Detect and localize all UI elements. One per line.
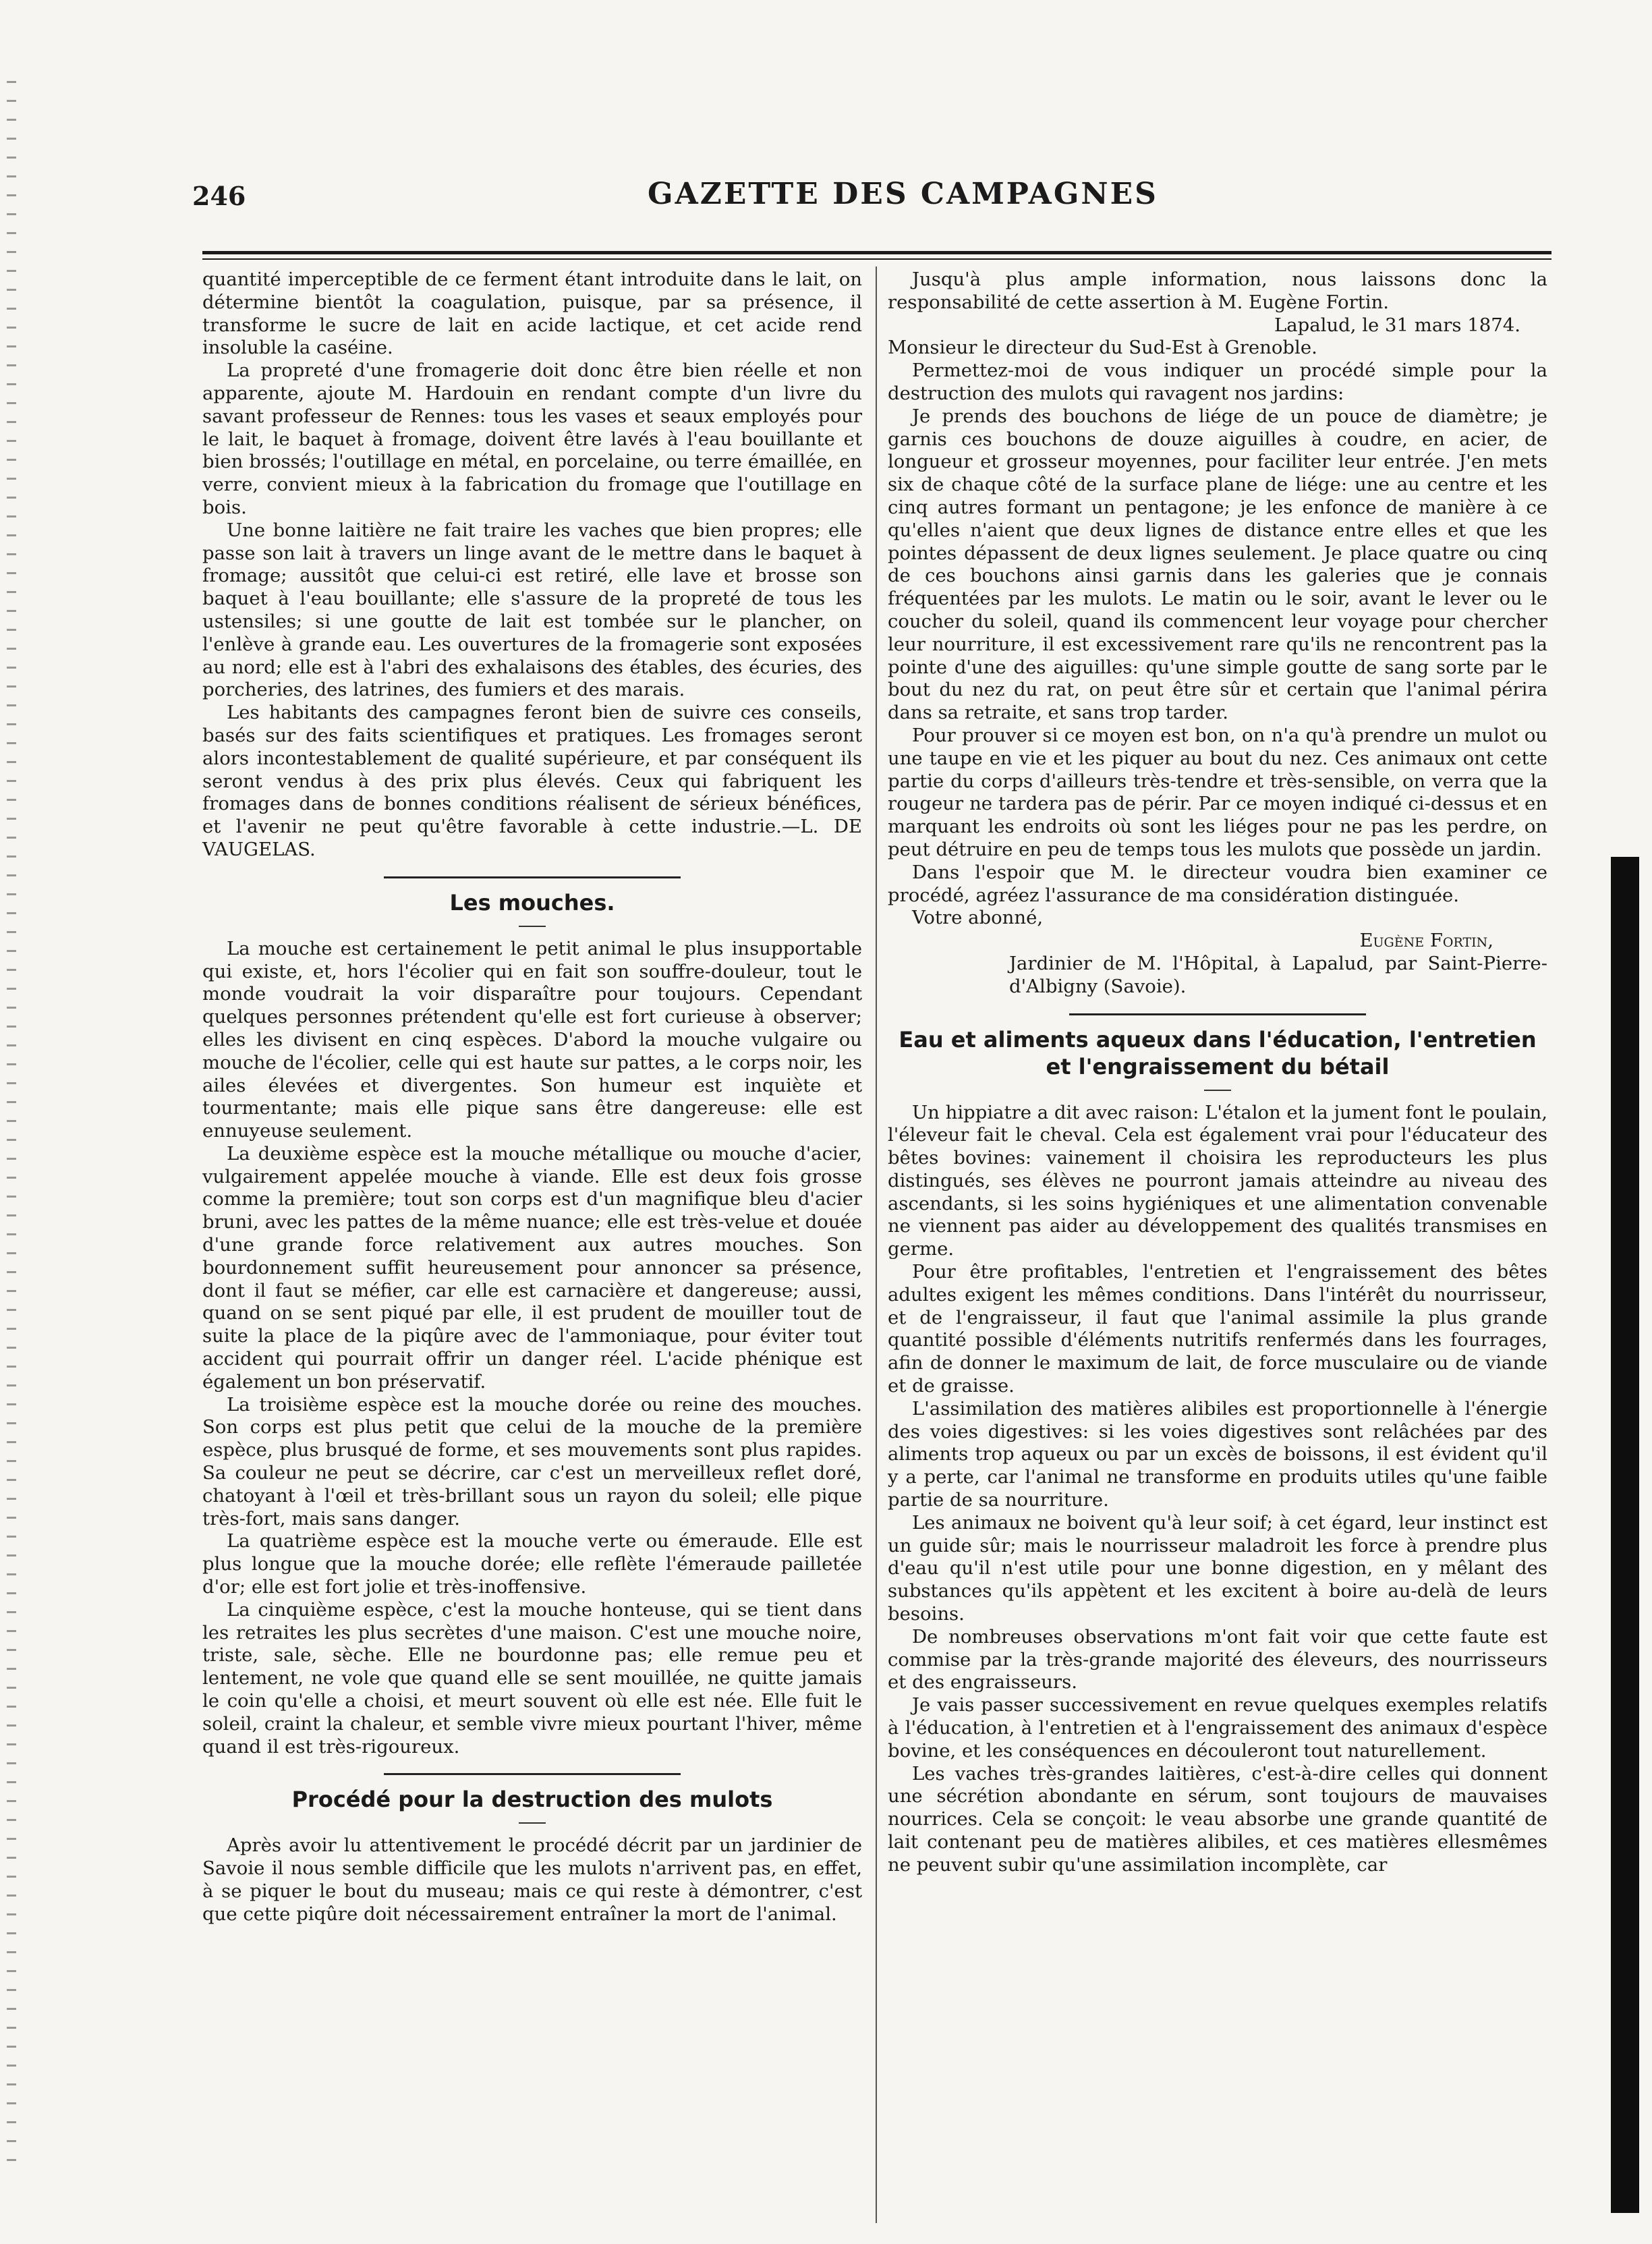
article-paragraph: Une bonne laitière ne fait traire les vaches que bien propres; elle passe son lait à travers un linge avant de le mettre dans le baquet à fromage; aussitôt que celui-ci est retiré, elle lave et brosse son baquet à l'eau bouillante; elle s'assure de la propreté de tous les ustensiles; si une goutte de lait est tombée sur le plancher, on l'enlève à grande eau. Les ouvertures de la fromagerie sont exposées au nord; elle est à l'abri des exhalaisons des étables, des écuries, des porcheries, des latrines, des fumiers et des marais. bbox=[202, 519, 862, 701]
header-rule-thick bbox=[202, 251, 1551, 254]
article-paragraph: La mouche est certainement le petit animal le plus insupportable qui existe, et, hors l'écolier qui en fait son souffre-douleur, tout le monde voudrait la voir disparaître pour toujours. Cependant quelques personnes prétendent qu'elle est fort curieuse à observer; elles les divisent en cinq espèces. D'abord la mouche vulgaire ou mouche de l'écolier, celle qui est haute sur pattes, a le corps noir, les ailes élevées et divergentes. Son humeur est inquiète et tourmentante; mais elle pique sans être dangereuse: elle est ennuyeuse seulement. bbox=[202, 937, 862, 1142]
letter-salutation: Monsieur le directeur du Sud-Est à Grenoble. bbox=[888, 337, 1317, 359]
article-paragraph: Dans l'espoir que M. le directeur voudra bien examiner ce procédé, agréez l'assurance de ma considération distinguée. bbox=[888, 861, 1547, 906]
left-column bbox=[202, 269, 862, 1926]
section-title-mouches: Les mouches. bbox=[449, 889, 615, 916]
article-paragraph: Pour prouver si ce moyen est bon, on n'a qu'à prendre un mulot ou une taupe en vie et les piquer au bout du nez. Ces animaux ont cette partie du corps d'ailleurs très-tendre et très-sensible, on verra que la rougeur ne tardera pas de périr. Par ce moyen indiqué ci-dessus et en marquant les endroits où sont les liéges pour ne pas les perdre, on peut détruire en peu de temps tous les mulots que possède un jardin. bbox=[888, 724, 1547, 860]
title-underline bbox=[1204, 1090, 1231, 1091]
article-paragraph: La deuxième espèce est la mouche métallique ou mouche d'acier, vulgairement appelée mouche à viande. Elle est deux fois grosse comme la première; tout son corps est d'un magnifique bleu d'acier bruni, avec les pattes de la même nuance; elle est très-velue et douée d'une grande force relativement aux autres mouches. Son bourdonnement suffit heureusement pour annoncer sa présence, dont il faut se méfier, car elle est carnacière et dangereuse; aussi, quand on se sent piqué par elle, il est prudent de mouiller tout de suite la place de la piqûre avec de l'ammoniaque, pour éviter tout accident qui pourrait offrir un danger réel. L'acide phénique est également un bon préservatif. bbox=[202, 1142, 862, 1393]
column-divider bbox=[876, 267, 877, 2223]
section-rule bbox=[384, 1773, 681, 1775]
article-paragraph: La troisième espèce est la mouche dorée ou reine des mouches. Son corps est plus petit que celui de la mouche de la première espèce, plus brusqué de forme, et ses mouvements sont plus rapides. Sa couleur ne peut se décrire, car c'est un merveilleux reflet doré, chatoyant à l'œil et très-brillant sous un rayon du soleil; elle pique très-fort, mais sans danger. bbox=[202, 1393, 862, 1530]
section-title-eau: Eau et aliments aqueux dans l'éducation, l'entretien et l'engraissement du bétail bbox=[899, 1026, 1537, 1079]
letter-dateline: Lapalud, le 31 mars 1874. bbox=[1274, 314, 1520, 336]
signature-address: Jardinier de M. l'Hôpital, à Lapalud, par Saint-Pierre-d'Albigny (Savoie). bbox=[1009, 952, 1547, 997]
article-paragraph: Permettez-moi de vous indiquer un procédé simple pour la destruction des mulots qui ravagent nos jardins: bbox=[888, 360, 1547, 404]
article-paragraph: quantité imperceptible de ce ferment étant introduite dans le lait, on détermine bientôt la coagulation, puisque, par sa présence, il transforme le sucre de lait en acide lactique, et cet acide rend insoluble la caséine. bbox=[202, 269, 862, 359]
section-title-mulots: Procédé pour la destruction des mulots bbox=[291, 1787, 773, 1813]
article-paragraph: Je prends des bouchons de liége de un pouce de diamètre; je garnis ces bouchons de douze aiguilles à coudre, en acier, de longueur et grosseur moyennes, pour faciliter leur entrée. J'en mets six de chaque côté de la surface plane de liége: une au centre et les cinq autres formant un pentagone; je les enfonce de manière à ce qu'elles n'aient que deux lignes de distance entre elles et que les pointes dépassent de deux lignes seulement. Je place quatre ou cinq de ces bouchons ainsi garnis dans les galeries que je connais fréquentées par les mulots. Le matin ou le soir, avant le lever ou le coucher du soleil, quand ils commencent leur voyage pour chercher leur nourriture, il est excessivement rare qu'ils ne rencontrent pas la pointe d'une des aiguilles: qu'une simple goutte de sang sorte par le bout du nez du rat, on peut être sûr et certain que l'animal périra dans sa retraite, et sans trop tarder. bbox=[888, 405, 1547, 724]
article-paragraph: La quatrième espèce est la mouche verte ou émeraude. Elle est plus longue que la mouche dorée; elle reflète l'émeraude pailletée d'or; elle est fort jolie et très-inoffensive. bbox=[202, 1530, 862, 1598]
article-paragraph: Les habitants des campagnes feront bien de suivre ces conseils, basés sur des faits scientifiques et pratiques. Les fromages seront alors incontestablement de qualité supérieure, et par conséquent ils seront vendus à des prix plus élevés. Ceux qui fabriquent les fromages dans de bonnes conditions réalisent de sérieux bénéfices, et l'avenir ne peut qu'être favorable à cette industrie.—L. DE VAUGELAS. bbox=[202, 702, 862, 860]
article-paragraph: Les vaches très-grandes laitières, c'est-à-dire celles qui donnent une sécrétion abondante en sérum, sont toujours de mauvaises nourrices. Cela se conçoit: le veau absorbe une grande quantité de lait contenant peu de matières alibiles, et ces matières ellesmêmes ne peuvent subir qu'une assimilation incomplète, car bbox=[888, 1762, 1547, 1876]
title-underline bbox=[519, 1822, 546, 1824]
masthead-title: GAZETTE DES CAMPAGNES bbox=[648, 177, 1158, 211]
article-paragraph: De nombreuses observations m'ont fait voir que cette faute est commise par la très-grande majorité des éleveurs, des nourrisseurs et des engraisseurs. bbox=[888, 1625, 1547, 1693]
section-rule bbox=[1069, 1013, 1366, 1015]
signature-name: Eugène Fortin, bbox=[1359, 930, 1493, 952]
article-paragraph: Je vais passer successivement en revue quelques exemples relatifs à l'éducation, à l'entretien et à l'engraissement des animaux d'espèce bovine, et les conséquences en découleront tout naturellement. bbox=[888, 1694, 1547, 1762]
scan-margin-strip bbox=[1611, 857, 1639, 2213]
article-paragraph: Un hippiatre a dit avec raison: L'étalon et la jument font le poulain, l'éleveur fait le cheval. Cela est également vrai pour l'éducateur des bêtes bovines: vainement il choisira les reproducteurs les plus distingués, ses élèves ne pourront jamais atteindre au niveau des ascendants, si les soins hygiéniques et une alimentation convenable ne viennent pas aider au développement des qualités transmises en germe. bbox=[888, 1101, 1547, 1260]
edge-marks bbox=[7, 81, 16, 2172]
section-rule bbox=[384, 876, 681, 878]
title-underline bbox=[519, 926, 546, 927]
letter-closing: Votre abonné, bbox=[912, 907, 1044, 929]
page-number: 246 bbox=[192, 181, 246, 211]
article-paragraph: L'assimilation des matières alibiles est proportionnelle à l'énergie des voies digestives: si les voies digestives sont relâchées par des aliments trop aqueux ou par un excès de boissons, il est évident qu'il y a perte, car l'animal ne transforme en produits utiles qu'une faible partie de sa nourriture. bbox=[888, 1397, 1547, 1511]
article-paragraph: Après avoir lu attentivement le procédé décrit par un jardinier de Savoie il nous semble difficile que les mulots n'arrivent pas, en effet, à se piquer le bout du museau; mais ce qui reste à démontrer, c'est que cette piqûre doit nécessairement entraîner la mort de l'animal. bbox=[202, 1834, 862, 1925]
article-paragraph: Jusqu'à plus ample information, nous laissons donc la responsabilité de cette assertion à M. Eugène Fortin. bbox=[888, 269, 1547, 313]
article-paragraph: La cinquième espèce, c'est la mouche honteuse, qui se tient dans les retraites les plus secrètes d'une maison. C'est une mouche noire, triste, sale, sèche. Elle ne bourdonne pas; elle remue peu et lentement, ne vole que quand elle se sent mouillée, ne quitte jamais le coin qu'elle a choisi, et meurt souvent où elle est née. Elle fuit le soleil, craint la chaleur, et semble vivre mieux pourtant l'hiver, même quand il est très-rigoureux. bbox=[202, 1598, 862, 1758]
article-paragraph: Pour être profitables, l'entretien et l'engraissement des bêtes adultes exigent les mêmes conditions. Dans l'intérêt du nourrisseur, et de l'engraisseur, il faut que l'animal assimile la plus grande quantité possible d'éléments nutritifs renfermés dans les fourrages, afin de donner le maximum de lait, de force musculaire ou de viande et de graisse. bbox=[888, 1261, 1547, 1397]
article-paragraph: Les animaux ne boivent qu'à leur soif; à cet égard, leur instinct est un guide sûr; mais le nourrisseur maladroit les force à prendre plus d'eau qu'il n'est utile pour une bonne digestion, en y mêlant des substances qu'ils appètent et les excitent à boire au-delà de leurs besoins. bbox=[888, 1511, 1547, 1625]
article-paragraph: La propreté d'une fromagerie doit donc être bien réelle et non apparente, ajoute M. Hardouin en rendant compte d'un livre du savant professeur de Rennes: tous les vases et seaux employés pour le lait, le baquet à fromage, doivent être lavés à l'eau bouillante et bien brossés; l'outillage en métal, en porcelaine, ou terre émaillée, en verre, convient mieux à la fabrication du fromage que l'outillage en bois. bbox=[202, 360, 862, 518]
right-column bbox=[888, 269, 1547, 1877]
header-rule-thin bbox=[202, 258, 1551, 260]
